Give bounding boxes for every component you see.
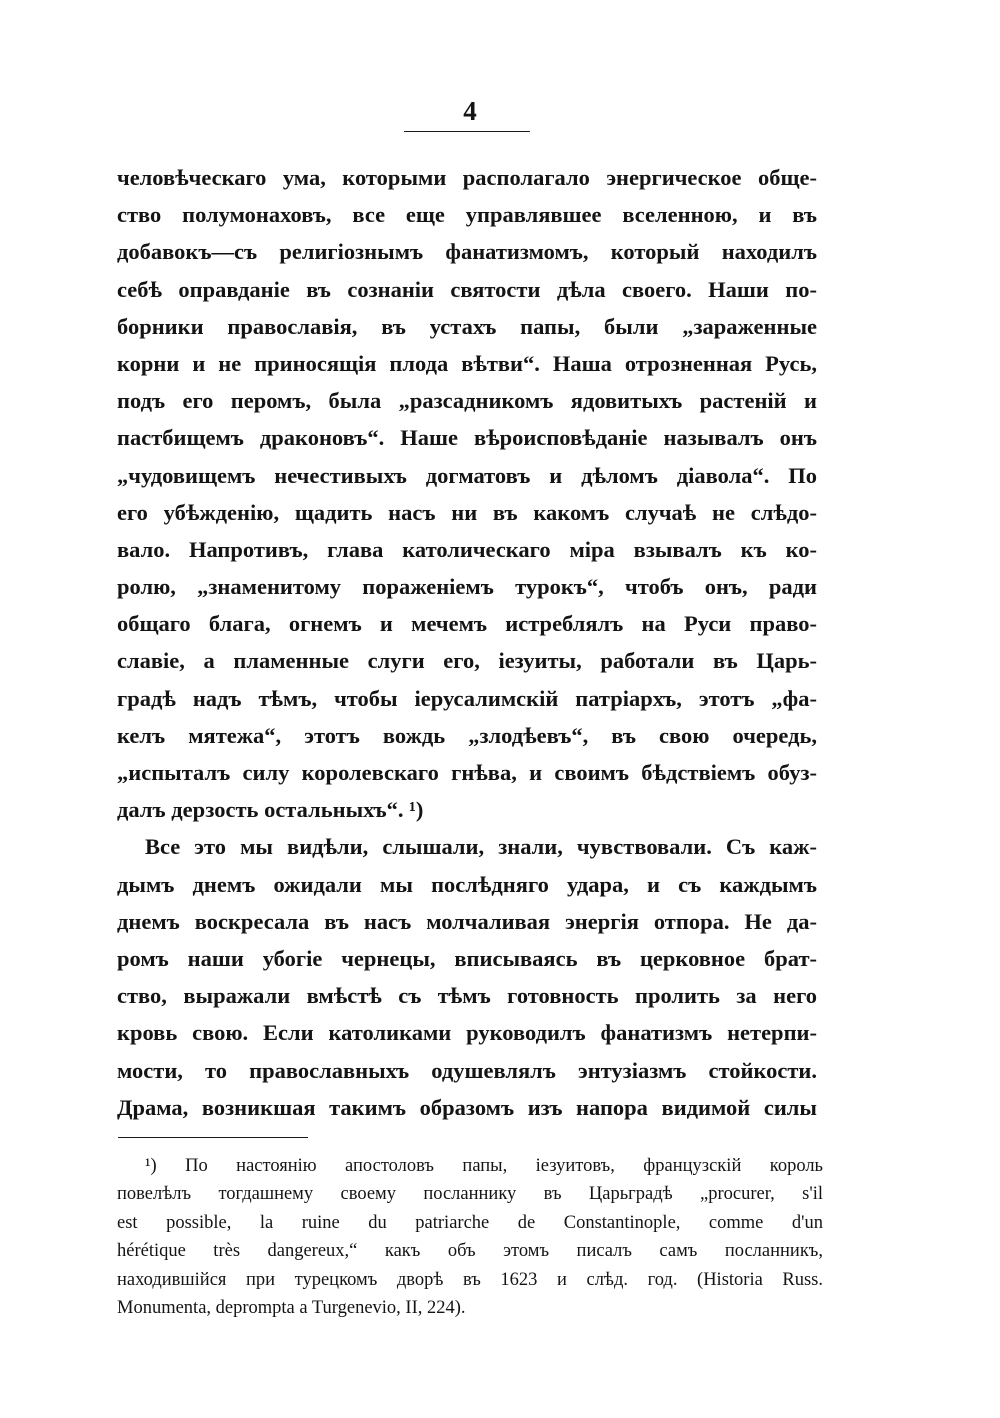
text-line: днемъ воскресала въ насъ молчаливая энергія отпора. Не да- [117, 908, 817, 934]
text-line: Драма, возникшая такимъ образомъ изъ напора видимой силы [117, 1094, 817, 1120]
text-line: кровь свою. Если католиками руководилъ фанатизмъ нетерпи- [117, 1020, 817, 1046]
text-line: Все это мы видѣли, слышали, знали, чувствовали. Съ каж- [145, 834, 817, 860]
text-line: „чудовищемъ нечестивыхъ догматовъ и дѣломъ діавола“. По [117, 462, 817, 488]
text-line: славіе, а пламенные слуги его, іезуиты, работали въ Царь- [117, 648, 817, 674]
text-line: мости, то православныхъ одушевлялъ энтузіазмъ стойкости. [117, 1057, 817, 1083]
text-line: келъ мятежа“, этотъ вождь „злодѣевъ“, въ свою очередь, [117, 722, 817, 748]
text-line: общаго блага, огнемъ и мечемъ истреблялъ на Руси право- [117, 611, 817, 637]
text-line: ство полумонаховъ, все еще управлявшее вселенною, и въ [117, 202, 817, 228]
page-number: 4 [463, 96, 477, 126]
footnote-line: hérétique très dangereux,“ какъ объ этомъ писалъ самъ посланникъ, [117, 1241, 823, 1262]
text-line: вало. Напротивъ, глава католическаго міра взывалъ къ ко- [117, 536, 817, 562]
text-line: градѣ надъ тѣмъ, чтобы іерусалимскій патріархъ, этотъ „фа- [117, 685, 817, 711]
text-line: „испыталъ силу королевскаго гнѣва, и своимъ бѣдствіемъ обуз- [117, 760, 817, 785]
text-line: пастбищемъ драконовъ“. Наше вѣроисповѣданіе называлъ онъ [117, 425, 817, 451]
text-line: ролю, „знаменитому пораженіемъ турокъ“, чтобъ онъ, ради [117, 574, 817, 600]
text-line: корни и не приносящія плода вѣтви“. Наша отрозненная Русь, [117, 350, 817, 376]
text-line: борники православія, въ устахъ папы, были „зараженные [117, 313, 817, 339]
text-line: себѣ оправданіе въ сознаніи святости дѣла своего. Наши по- [117, 276, 817, 302]
text-line: дымъ днемъ ожидали мы послѣдняго удара, и съ каждымъ [117, 871, 817, 897]
footnote-line: находившійся при турецкомъ дворѣ въ 1623 и слѣд. год. (Historia Russ. [117, 1269, 823, 1290]
footnote-line: Monumenta, deprompta a Turgenevio, II, 224). [117, 1297, 466, 1318]
text-line: добавокъ—съ религіознымъ фанатизмомъ, который находилъ [117, 239, 817, 265]
header-rule [404, 131, 530, 132]
footnote-rule [118, 1137, 308, 1138]
footnote-line: повелѣлъ тогдашнему своему посланнику въ Царьградѣ „procurer, s'il [117, 1184, 823, 1205]
footnote [117, 1152, 823, 1322]
text-line: подъ его перомъ, была „разсадникомъ ядовитыхъ растеній и [117, 388, 817, 414]
text-line: человѣческаго ума, которыми располагало энергическое обще- [117, 165, 817, 190]
text-line: ромъ наши убогіе чернецы, вписываясь въ церковное брат- [117, 945, 817, 971]
text-line: ство, выражали вмѣстѣ съ тѣмъ готовность пролить за него [117, 983, 817, 1009]
footnote-line: ¹) По настоянію апостоловъ папы, іезуитовъ, французскій король [145, 1156, 823, 1176]
text-line: далъ дерзость остальныхъ“. ¹) [117, 797, 424, 823]
text-line: его убѣжденію, щадить насъ ни въ какомъ случаѣ не слѣдо- [117, 499, 817, 525]
main-text [117, 159, 817, 1126]
footnote-line: est possible, la ruine du patriarche de Constantinople, comme d'un [117, 1212, 823, 1233]
